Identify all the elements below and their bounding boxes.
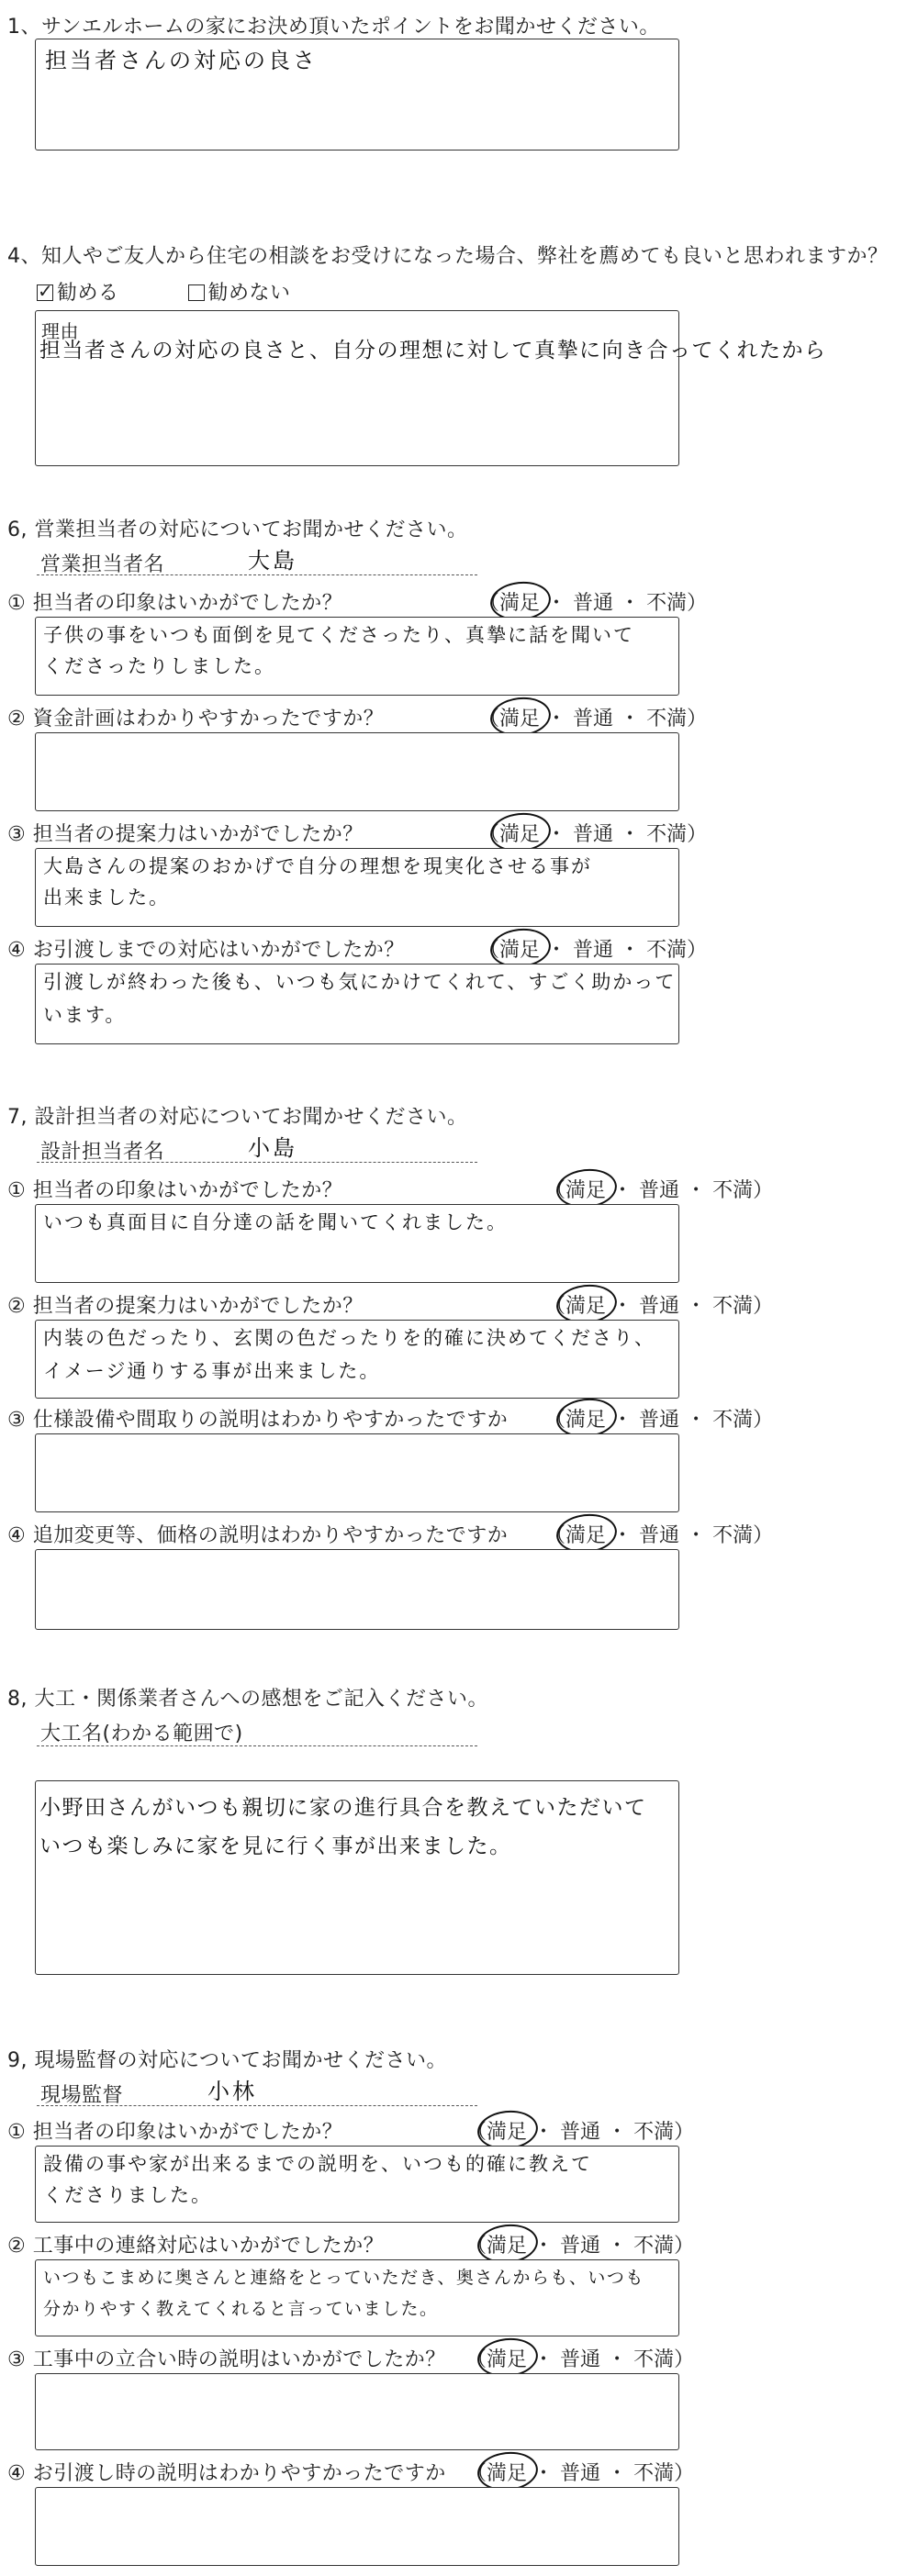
q6-item3-line1: 大島さんの提案のおかげで自分の理想を現実化させる事が — [43, 855, 592, 877]
q7-item1-question: ① 担当者の印象はいかがでしたか？ — [7, 1179, 343, 1202]
rating-bad: 不満 — [633, 2348, 675, 2371]
rating-bad: 不満 — [633, 2462, 675, 2485]
rating-good: 満足 — [499, 587, 540, 616]
q6-item1-rating[interactable]: （満足 ・ 普通 ・ 不満） — [479, 587, 707, 616]
q4-reason-label: 理由 — [41, 320, 79, 342]
not-recommend-checkbox[interactable] — [188, 284, 205, 301]
q9-item3-box[interactable] — [35, 2373, 679, 2450]
q6-item1-box[interactable] — [35, 617, 679, 696]
q6-item2-rating[interactable]: （満足 ・ 普通 ・ 不満） — [479, 703, 707, 731]
q6-item2-question: ② 資金計画はわかりやすかったですか？ — [7, 708, 385, 730]
rating-normal: 普通 — [560, 2121, 601, 2144]
q7-item2-question: ② 担当者の提案力はいかがでしたか？ — [7, 1295, 364, 1318]
q6-item3-question: ③ 担当者の提案力はいかがでしたか？ — [7, 823, 364, 846]
rating-good: 満足 — [565, 1175, 606, 1203]
q7-item1-line1: いつも真面目に自分達の話を聞いてくれました。 — [43, 1211, 508, 1233]
q9-item2-rating[interactable]: （満足 ・ 普通 ・ 不満） — [466, 2230, 694, 2258]
q7-item2-box[interactable] — [35, 1320, 679, 1399]
q7-item1-rating[interactable]: （満足 ・ 普通 ・ 不満） — [545, 1175, 773, 1203]
q9-person: 小林 — [207, 2079, 257, 2104]
q9-item3-question: ③ 工事中の立合い時の説明はいかがでしたか？ — [7, 2348, 446, 2371]
q6-item3-line2: 出来ました。 — [43, 887, 170, 909]
rating-bad: 不満 — [712, 1179, 754, 1202]
q7-item3-question: ③ 仕様設備や間取りの説明はわかりやすかったですか — [7, 1409, 509, 1432]
q9-item1-line1: 設備の事や家が出来るまでの説明を、いつも的確に教えて — [43, 2153, 592, 2175]
q9-item1-question: ① 担当者の印象はいかがでしたか？ — [7, 2121, 343, 2144]
q6-item1-line1: 子供の事をいつも面倒を見てくださったり、真摯に話を聞いて — [43, 624, 634, 646]
rating-good: 満足 — [565, 1290, 606, 1319]
rating-normal: 普通 — [573, 592, 614, 615]
recommend-checkbox[interactable] — [37, 284, 53, 301]
q9-item2-line2: 分かりやすく教えてくれると言っていました。 — [43, 2299, 439, 2319]
rating-good: 満足 — [499, 819, 540, 847]
rating-normal: 普通 — [639, 1409, 680, 1432]
recommend-label: 勧める — [57, 282, 119, 305]
q6-person: 大島 — [248, 548, 297, 574]
q9-person-line — [37, 2105, 477, 2106]
rating-good: 満足 — [487, 2230, 527, 2258]
q6-item4-question: ④ お引渡しまでの対応はいかがでしたか？ — [7, 939, 405, 962]
q8-name-line — [37, 1745, 477, 1746]
q8-name-label: 大工名(わかる範囲で) — [40, 1723, 243, 1745]
q6-item4-box[interactable] — [35, 964, 679, 1044]
q9-item2-question: ② 工事中の連絡対応はいかがでしたか？ — [7, 2235, 385, 2258]
rating-bad: 不満 — [646, 708, 688, 730]
q7-person: 小島 — [248, 1135, 297, 1161]
rating-good: 満足 — [499, 934, 540, 963]
q8-answer-box[interactable] — [35, 1780, 679, 1975]
q4-reason: 担当者さんの対応の良さと、自分の理想に対して真摯に向き合ってくれたから — [39, 339, 827, 362]
q6-item3-box[interactable] — [35, 848, 679, 927]
rating-normal: 普通 — [560, 2235, 601, 2258]
rating-bad: 不満 — [633, 2121, 675, 2144]
rating-normal: 普通 — [639, 1179, 680, 1202]
q7-item4-rating[interactable]: （満足 ・ 普通 ・ 不満） — [545, 1520, 773, 1548]
q8-answer-line2: いつも楽しみに家を見に行く事が出来ました。 — [39, 1834, 512, 1858]
q7-person-label: 設計担当者名 — [40, 1141, 165, 1164]
q9-item4-question: ④ お引渡し時の説明はわかりやすかったですか — [7, 2462, 446, 2485]
q9-item1-line2: くださりました。 — [43, 2184, 212, 2206]
q9-item1-rating[interactable]: （満足 ・ 普通 ・ 不満） — [466, 2116, 694, 2145]
q9-item2-box[interactable] — [35, 2259, 679, 2336]
rating-normal: 普通 — [560, 2462, 601, 2485]
q1-answer-box[interactable] — [35, 39, 679, 151]
q9-item1-box[interactable] — [35, 2146, 679, 2223]
q7-person-line — [37, 1162, 477, 1163]
rating-good: 満足 — [565, 1520, 606, 1548]
rating-bad: 不満 — [646, 939, 688, 962]
q9-item2-line1: いつもこまめに奥さんと連絡をとっていただき、奥さんからも、いつも — [43, 2268, 644, 2288]
q8-title: 8, 大工・関係業者さんへの感想をご記入ください。 — [7, 1688, 489, 1711]
rating-normal: 普通 — [560, 2348, 601, 2371]
q4-reason-box[interactable] — [35, 310, 827, 466]
q8-answer-line1: 小野田さんがいつも親切に家の進行具合を教えていただいて — [39, 1796, 647, 1820]
q7-item3-box[interactable] — [35, 1433, 679, 1512]
q7-item1-box[interactable] — [35, 1204, 679, 1283]
q9-person-label: 現場監督 — [40, 2084, 124, 2107]
rating-good: 満足 — [565, 1404, 606, 1433]
q9-item4-rating[interactable]: （満足 ・ 普通 ・ 不満） — [466, 2458, 694, 2486]
rating-normal: 普通 — [573, 708, 614, 730]
not-recommend-label: 勧めない — [207, 282, 291, 305]
q7-item2-line2: イメージ通りする事が出来ました。 — [43, 1360, 381, 1382]
q7-item4-box[interactable] — [35, 1549, 679, 1630]
q7-item4-question: ④ 追加変更等、価格の説明はわかりやすかったですか — [7, 1524, 509, 1547]
q9-item3-rating[interactable]: （満足 ・ 普通 ・ 不満） — [466, 2344, 694, 2372]
q7-title: 7, 設計担当者の対応についてお聞かせください。 — [7, 1106, 468, 1129]
rating-normal: 普通 — [639, 1295, 680, 1318]
rating-normal: 普通 — [573, 823, 614, 846]
rating-good: 満足 — [499, 703, 540, 731]
q4-options — [37, 277, 291, 306]
rating-normal: 普通 — [639, 1524, 680, 1547]
rating-good: 満足 — [487, 2344, 527, 2372]
rating-bad: 不満 — [646, 592, 688, 615]
q6-title: 6, 営業担当者の対応についてお聞かせください。 — [7, 519, 468, 541]
q6-item3-rating[interactable]: （満足 ・ 普通 ・ 不満） — [479, 819, 707, 847]
q1-answer: 担当者さんの対応の良さ — [45, 48, 318, 73]
q7-item2-line1: 内装の色だったり、玄関の色だったりを的確に決めてくださり、 — [43, 1327, 655, 1349]
q6-item4-line2: います。 — [43, 1004, 127, 1026]
q4-title: 4、知人やご友人から住宅の相談をお受けになった場合、弊社を薦めても良いと思われますか？ — [7, 245, 889, 268]
rating-good: 満足 — [487, 2458, 527, 2486]
q7-item3-rating[interactable]: （満足 ・ 普通 ・ 不満） — [545, 1404, 773, 1433]
q6-person-line — [37, 574, 477, 575]
q9-item4-box[interactable] — [35, 2487, 679, 2566]
rating-good: 満足 — [487, 2116, 527, 2145]
q6-item4-line1: 引渡しが終わった後も、いつも気にかけてくれて、すごく助かって — [43, 971, 677, 993]
q1-title: 1、サンエルホームの家にお決め頂いたポイントをお聞かせください。 — [7, 16, 660, 39]
rating-bad: 不満 — [712, 1524, 754, 1547]
rating-bad: 不満 — [712, 1409, 754, 1432]
rating-bad: 不満 — [633, 2235, 675, 2258]
q6-person-label: 営業担当者名 — [40, 553, 165, 576]
q7-item2-rating[interactable]: （満足 ・ 普通 ・ 不満） — [545, 1290, 773, 1319]
q6-item1-question: ① 担当者の印象はいかがでしたか？ — [7, 592, 343, 615]
rating-bad: 不満 — [646, 823, 688, 846]
q6-item1-line2: くださったりしました。 — [43, 655, 275, 677]
q9-title: 9, 現場監督の対応についてお聞かせください。 — [7, 2049, 448, 2072]
q6-item2-box[interactable] — [35, 732, 679, 811]
q6-item4-rating[interactable]: （満足 ・ 普通 ・ 不満） — [479, 934, 707, 963]
rating-normal: 普通 — [573, 939, 614, 962]
rating-bad: 不満 — [712, 1295, 754, 1318]
